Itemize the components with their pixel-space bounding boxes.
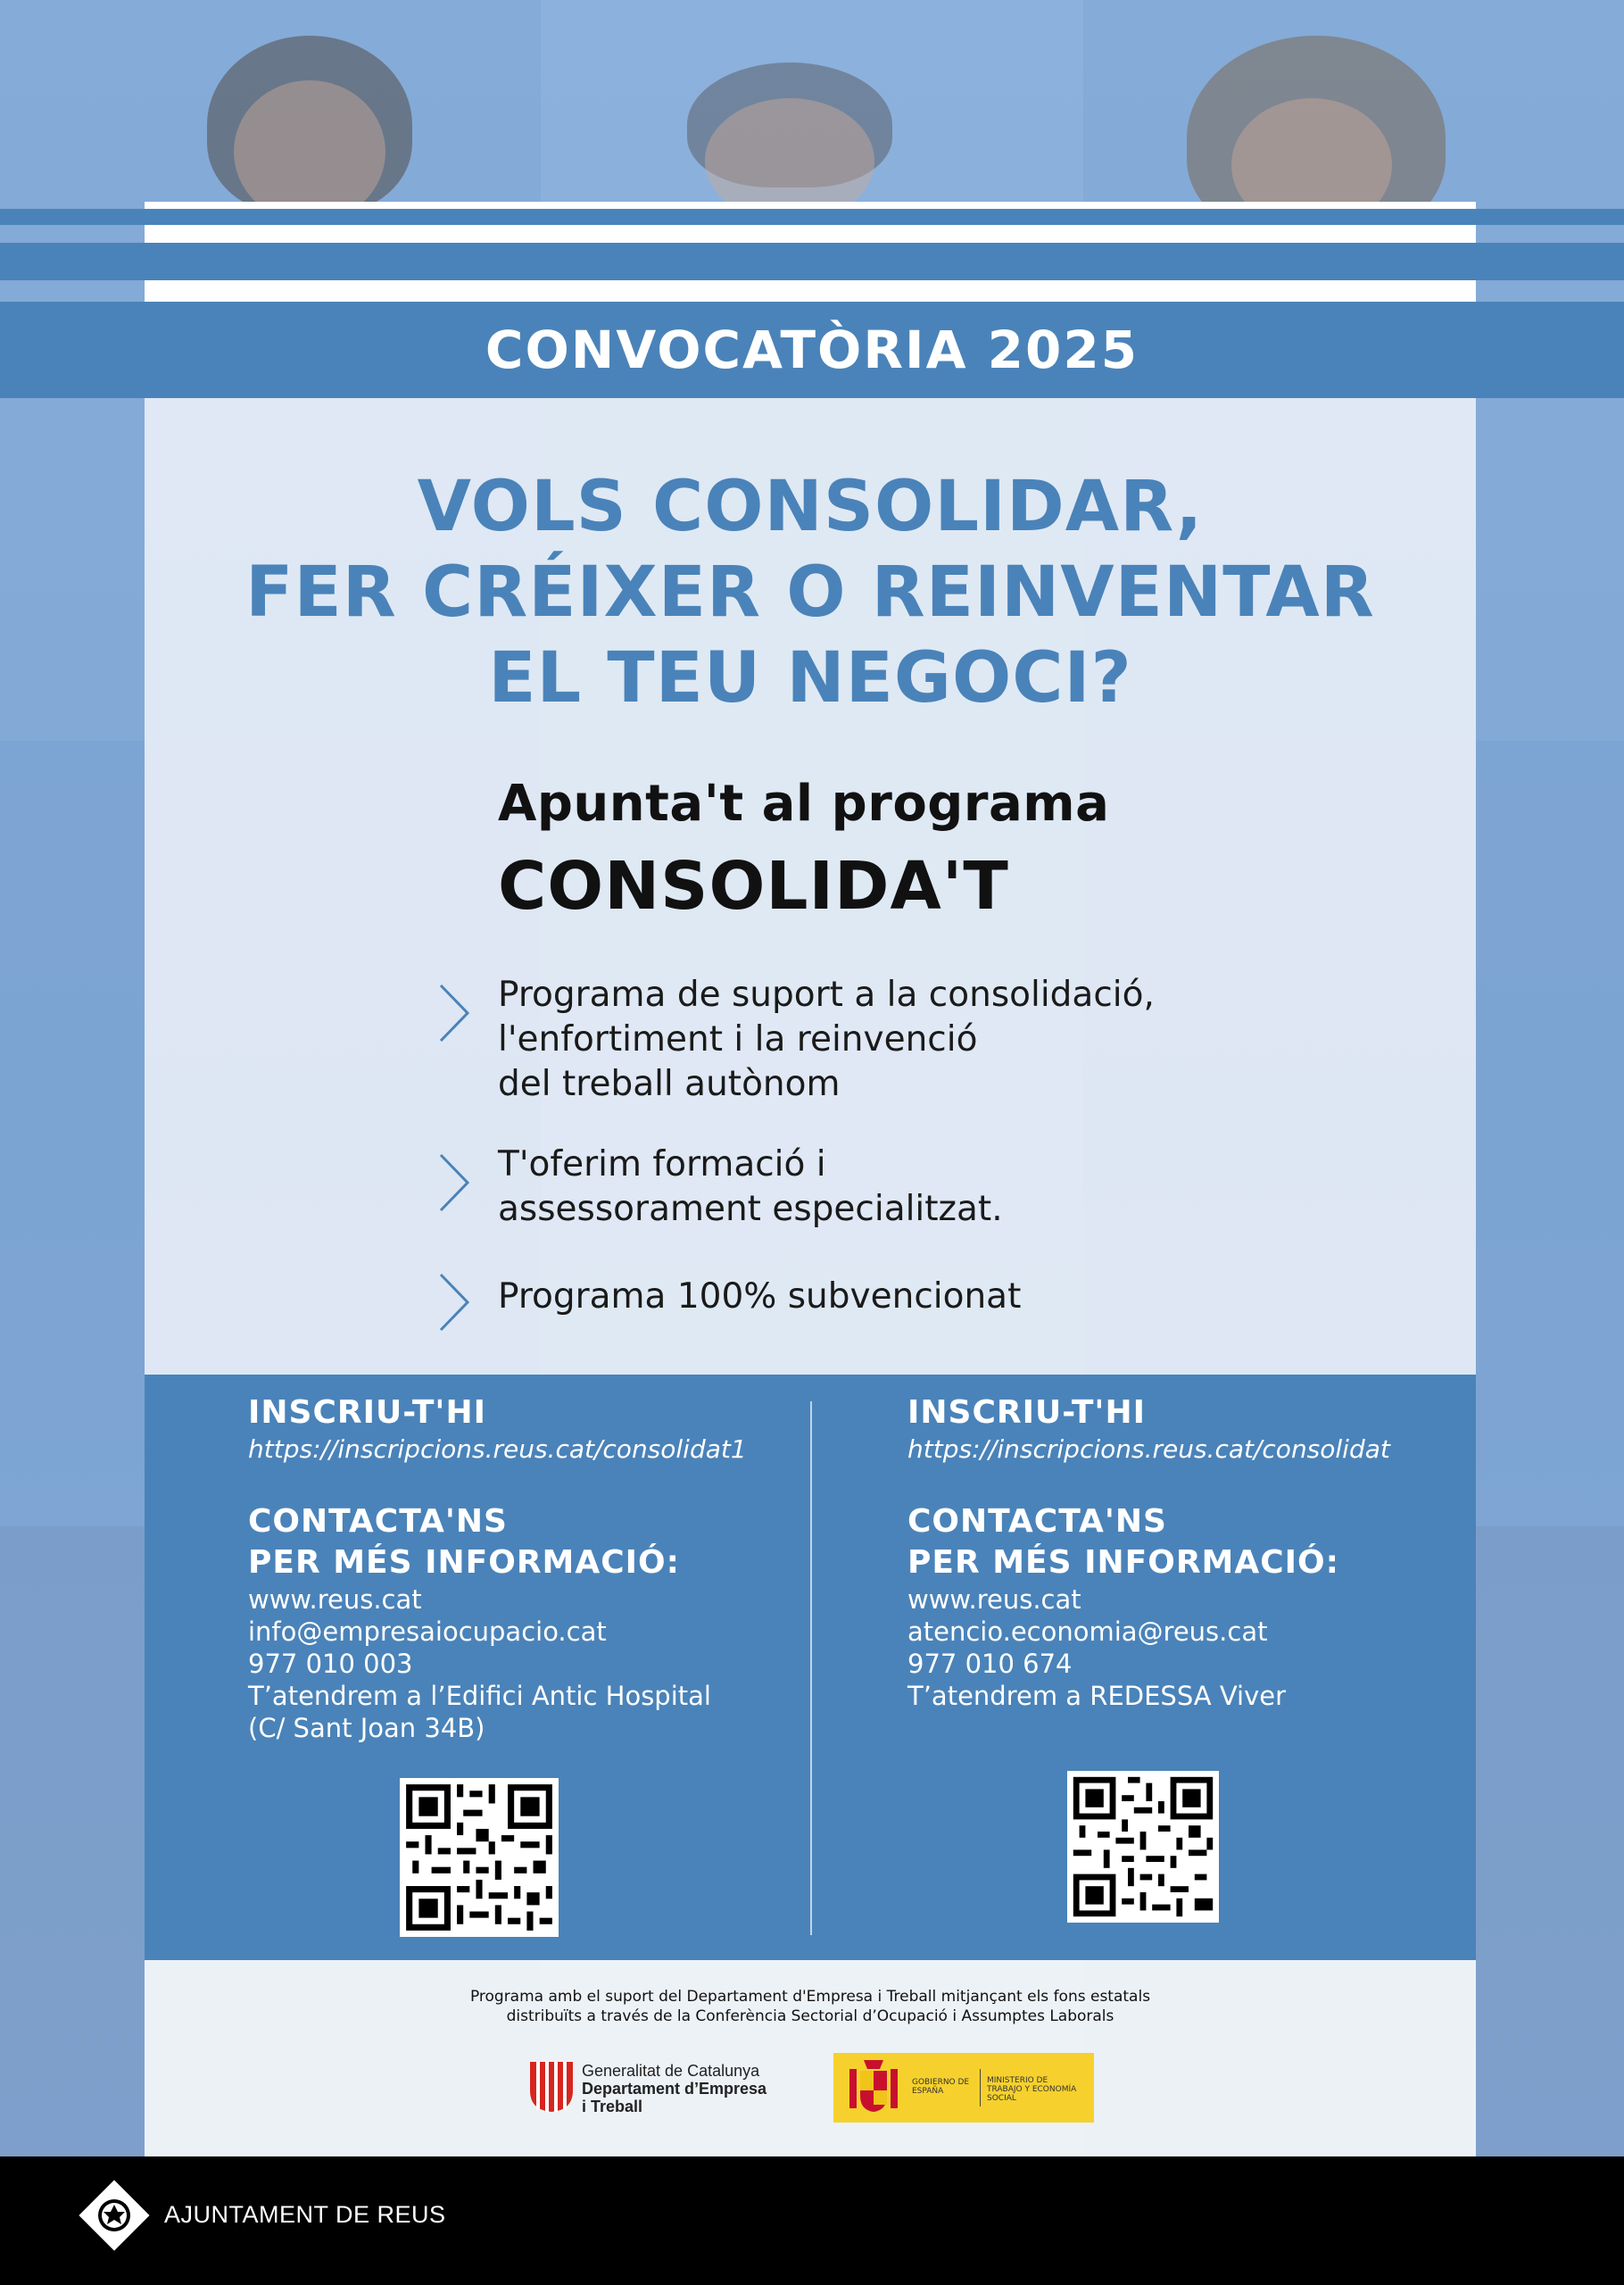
list-item-text: T'oferim formació i assessorament especialitzat. [498,1144,1003,1229]
ministerio-text: MINISTERIO DE TRABAJO Y ECONOMÍA SOCIAL [987,2076,1077,2103]
gencat-name: Generalitat de Catalunya [582,2062,760,2080]
contact-heading: PER MÉS INFORMACIÓ: [907,1544,1340,1581]
gencat-department: i Treball [582,2098,643,2115]
email-link[interactable]: atencio.economia@reus.cat [907,1616,1268,1647]
qr-code-icon [1067,1771,1219,1923]
generalitat-logo [528,2058,796,2115]
signup-heading: INSCRIU-T'HI [907,1394,1146,1431]
signup-link[interactable]: https://inscripcions.reus.cat/consolidat [907,1434,1390,1464]
headline [145,464,1476,721]
decorative-stripe [145,280,1476,302]
website-link[interactable]: www.reus.cat [907,1584,1081,1615]
signup-link[interactable]: https://inscripcions.reus.cat/consolidat1 [248,1434,747,1464]
decorative-stripe [145,225,1476,243]
divider [810,1401,812,1935]
chevron-right-icon [437,1151,473,1214]
gobierno-text: GOBIERNO DE ESPAÑA [912,2078,970,2096]
page-title: CONVOCATÒRIA 2025 [485,320,1139,380]
decorative-stripe [0,243,1624,280]
headline-line: EL TEU NEGOCI? [488,638,1132,719]
contact-heading: CONTACTA'NS [907,1503,1167,1540]
chevron-right-icon [437,1271,473,1334]
headline-line: FER CRÉIXER O REINVENTAR [245,553,1375,633]
contact-heading: CONTACTA'NS [248,1503,508,1540]
decorative-stripe [0,209,1624,225]
support-note: Programa amb el suport del Departament d'Empresa i Treball mitjançant els fons estatals distribuïts a través de la Conferència Sectorial d’Ocupació i Assumptes Laborals [469,1988,1151,2025]
program-name: CONSOLIDA'T [498,848,1009,925]
location-text: T’atendrem a REDESSA Viver [907,1681,1287,1711]
senyera-icon [528,2060,575,2114]
location-text: T’atendrem a l’Edifici Antic Hospital [248,1681,711,1711]
footer-org-name: AJUNTAMENT DE REUS [164,2201,446,2228]
signup-heading: INSCRIU-T'HI [248,1394,486,1431]
spain-coat-of-arms-icon [842,2056,905,2119]
list-item-text: Programa de suport a la consolidació, l'enfortiment i la reinvenció del treball autònom [498,975,1155,1104]
contact-heading: PER MÉS INFORMACIÓ: [248,1544,681,1581]
qr-code-left[interactable] [400,1778,559,1937]
gobierno-logo [833,2053,1094,2123]
chevron-right-icon [437,982,473,1044]
ajuntament-logo-icon [77,2178,152,2253]
qr-code-icon [400,1778,559,1937]
website-link[interactable]: www.reus.cat [248,1584,422,1615]
intro-text: Apunta't al programa [498,775,1110,833]
contact-column-left [248,1392,747,1744]
phone-number[interactable]: 977 010 674 [907,1649,1073,1679]
headline-line: VOLS CONSOLIDAR, [417,467,1204,547]
decorative-stripe [145,202,1476,209]
header-band [0,302,1624,398]
address-text: (C/ Sant Joan 34B) [248,1713,485,1743]
phone-number[interactable]: 977 010 003 [248,1649,413,1679]
email-link[interactable]: info@empresaiocupacio.cat [248,1616,607,1647]
list-item-text: Programa 100% subvencionat [498,1276,1022,1317]
contact-column-right [907,1392,1390,1712]
gencat-department: Departament d’Empresa [582,2080,767,2098]
qr-code-right[interactable] [1067,1771,1219,1923]
divider [980,2069,981,2106]
